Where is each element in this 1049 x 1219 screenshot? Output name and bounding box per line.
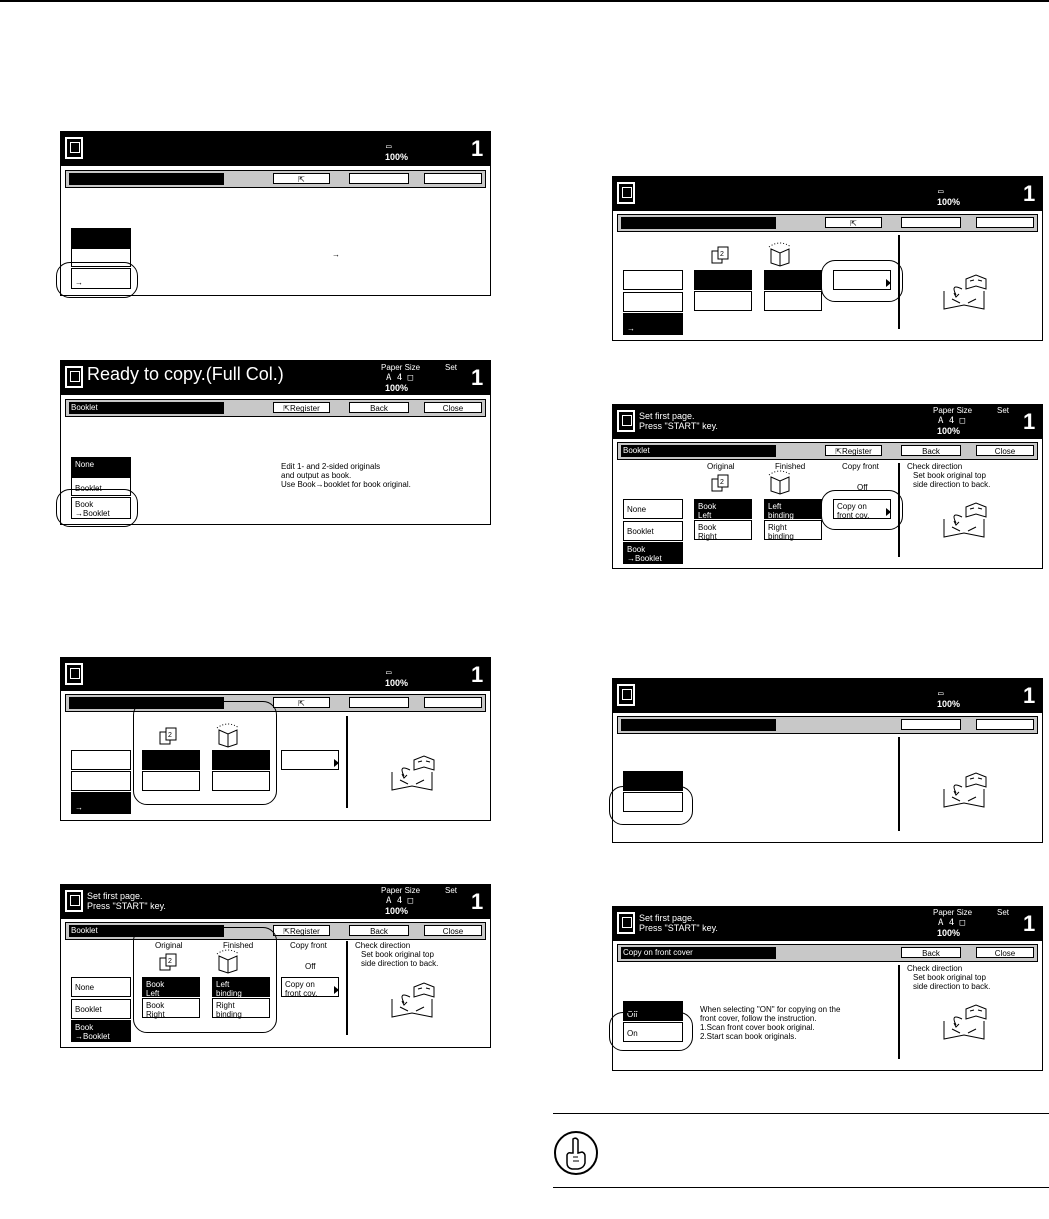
- paper-size-label: Paper Size: [381, 363, 421, 372]
- document-icon: [617, 410, 635, 432]
- check-direction-label: Check direction: [907, 462, 963, 471]
- function-tab-bar: [617, 214, 1038, 232]
- set-label: Set: [997, 406, 1010, 415]
- screen-header: [61, 132, 490, 166]
- zoom-indicator: 100%: [937, 426, 961, 436]
- zoom-indicator: 100%: [385, 906, 409, 916]
- close-button[interactable]: [976, 217, 1034, 228]
- register-button[interactable]: ⇱Register: [273, 925, 330, 936]
- divider: [898, 965, 900, 1059]
- option-none[interactable]: [71, 228, 131, 248]
- original-book-right[interactable]: Book Right: [694, 520, 752, 540]
- copy-on-front-cover-button[interactable]: Copy on front cov.: [833, 499, 891, 519]
- close-button[interactable]: [424, 173, 482, 184]
- close-button[interactable]: [424, 697, 482, 708]
- copy-count: 1: [471, 662, 484, 687]
- highlight-oval: [133, 927, 277, 1033]
- original-icon: [710, 245, 734, 265]
- back-button[interactable]: [901, 217, 961, 228]
- screen-5: [612, 176, 1043, 341]
- document-icon: [617, 182, 635, 204]
- copy-on-front-cover-button[interactable]: Copy on front cov.: [281, 977, 339, 997]
- note-top-rule: [553, 1113, 1049, 1114]
- highlight-oval: [609, 1012, 693, 1051]
- book-direction-icon: [388, 750, 438, 794]
- option-none[interactable]: None: [623, 499, 683, 519]
- function-tab-bar: [617, 716, 1038, 734]
- highlight-oval: [56, 489, 138, 527]
- document-icon: [65, 663, 83, 685]
- close-button[interactable]: Close: [424, 402, 482, 413]
- option-booklet[interactable]: [71, 771, 131, 791]
- page-top-rule: [0, 0, 1049, 2]
- original-book-left[interactable]: Book Left: [694, 499, 752, 519]
- book-direction-icon: [940, 767, 990, 811]
- book-finish-icon: [765, 469, 795, 495]
- screen-header: [613, 679, 1042, 713]
- option-booklet[interactable]: Booklet: [623, 521, 683, 541]
- option-book-to-booklet[interactable]: Book →Booklet: [71, 497, 131, 519]
- finished-left-binding[interactable]: [764, 270, 822, 290]
- column-original-label: Original: [707, 462, 735, 471]
- tab-title: [621, 719, 776, 731]
- paper-size-indicator: A 4 □: [938, 416, 966, 426]
- pointing-hand-icon: [552, 1129, 600, 1177]
- back-button[interactable]: [901, 719, 961, 730]
- tab-title: [69, 173, 224, 185]
- paper-size-label: Paper Size: [933, 908, 973, 917]
- copy-count: 1: [471, 365, 484, 390]
- column-finished-label: Finished: [223, 941, 254, 950]
- document-icon: [617, 684, 635, 706]
- option-booklet[interactable]: Booklet: [71, 477, 131, 496]
- tab-title: Booklet: [69, 402, 224, 414]
- back-button[interactable]: [349, 173, 409, 184]
- option-none[interactable]: None: [71, 457, 131, 477]
- paper-size-indicator: ▭: [386, 668, 392, 678]
- column-original-label: Original: [155, 941, 183, 950]
- header-message: Set first page. Press "START" key.: [87, 891, 166, 911]
- check-direction-label: Check direction: [907, 964, 963, 973]
- svg-text:2: 2: [168, 958, 172, 965]
- document-icon: [65, 366, 83, 388]
- function-tab-bar: [65, 170, 486, 188]
- highlight-oval: [609, 786, 693, 825]
- option-booklet[interactable]: Booklet: [71, 999, 131, 1019]
- option-book-to-booklet[interactable]: →: [623, 313, 683, 335]
- zoom-indicator: 100%: [385, 678, 409, 688]
- option-book-to-booklet[interactable]: →: [71, 792, 131, 814]
- paper-size-indicator: A 4 □: [386, 373, 414, 383]
- paper-size-label: Paper Size: [381, 886, 421, 895]
- check-direction-description: Set book original top side direction to back.: [913, 471, 991, 489]
- original-book-right[interactable]: [694, 291, 752, 311]
- copy-on-front-cover-button[interactable]: [281, 750, 339, 770]
- copy-count: 1: [1023, 911, 1036, 936]
- zoom-indicator: 100%: [385, 383, 409, 393]
- screen-header: [613, 177, 1042, 211]
- column-copy-front-label: Copy front: [290, 941, 327, 950]
- register-button[interactable]: ⇱Register: [273, 402, 330, 413]
- tab-title: Copy on front cover: [621, 947, 776, 959]
- screen-header: [613, 907, 1042, 941]
- paper-size-indicator: ▭: [938, 689, 944, 699]
- option-on[interactable]: On: [623, 1022, 683, 1042]
- check-direction-label: Check direction: [355, 941, 411, 950]
- header-message: Ready to copy.(Full Col.): [87, 364, 284, 384]
- set-label: Set: [445, 886, 458, 895]
- close-button[interactable]: Close: [424, 925, 482, 936]
- original-book-right[interactable]: Book Right: [142, 998, 200, 1018]
- paper-size-indicator: A 4 □: [386, 896, 414, 906]
- zoom-indicator: 100%: [937, 928, 961, 938]
- register-button[interactable]: ⇱: [273, 173, 330, 184]
- divider: [346, 716, 348, 808]
- back-button[interactable]: Back: [901, 445, 961, 456]
- description-text: Edit 1- and 2-sided originals and output as book. Use Book→booklet for book original.: [281, 462, 411, 489]
- note-arrow: →: [332, 250, 340, 259]
- tab-title: Booklet: [69, 925, 224, 937]
- copy-count: 1: [471, 889, 484, 914]
- finished-left-binding[interactable]: Left binding: [764, 499, 822, 519]
- option-off[interactable]: Off: [623, 1001, 683, 1021]
- back-button[interactable]: Back: [349, 925, 409, 936]
- set-label: Set: [445, 363, 458, 372]
- highlight-oval: [56, 262, 138, 298]
- finished-right-binding[interactable]: Right binding: [764, 520, 822, 540]
- finished-right-binding[interactable]: [764, 291, 822, 311]
- screen-header: [61, 361, 490, 395]
- zoom-indicator: 100%: [937, 699, 961, 709]
- copy-count: 1: [1023, 683, 1036, 708]
- set-label: Set: [997, 908, 1010, 917]
- option-book-to-booklet[interactable]: Book →Booklet: [71, 1020, 131, 1042]
- option-booklet[interactable]: [623, 292, 683, 312]
- svg-text:2: 2: [168, 732, 172, 739]
- book-direction-icon: [940, 269, 990, 313]
- screen-header: [613, 405, 1042, 439]
- register-button[interactable]: ⇱: [273, 697, 330, 708]
- back-button[interactable]: Back: [901, 947, 961, 958]
- check-direction-description: Set book original top side direction to back.: [361, 950, 439, 968]
- function-tab-bar: [617, 944, 1038, 962]
- zoom-indicator: 100%: [385, 152, 409, 162]
- header-message: Set first page. Press "START" key.: [639, 913, 718, 933]
- back-button[interactable]: [349, 697, 409, 708]
- tab-title: Booklet: [621, 445, 776, 457]
- option-none[interactable]: [71, 750, 131, 770]
- document-icon: [65, 137, 83, 159]
- close-button[interactable]: Close: [976, 445, 1034, 456]
- note-bottom-rule: [553, 1187, 1049, 1188]
- book-direction-icon: [388, 977, 438, 1021]
- divider: [898, 737, 900, 831]
- chevron-right-icon: [334, 759, 339, 767]
- copy-count: 1: [471, 136, 484, 161]
- copy-count: 1: [1023, 181, 1036, 206]
- original-book-left[interactable]: [694, 270, 752, 290]
- book-direction-icon: [940, 497, 990, 541]
- book-finish-icon: [765, 241, 795, 267]
- option-none[interactable]: [623, 270, 683, 290]
- finished-left-binding[interactable]: Left binding: [212, 977, 270, 997]
- svg-text:2: 2: [720, 251, 724, 258]
- paper-size-indicator: ▭: [938, 187, 944, 197]
- close-button[interactable]: Close: [976, 947, 1034, 958]
- option-book-to-booklet[interactable]: →: [71, 268, 131, 289]
- highlight-oval: [821, 260, 903, 302]
- function-tab-bar: [65, 399, 486, 417]
- screen-header: [61, 658, 490, 691]
- paper-size-label: Paper Size: [933, 406, 973, 415]
- copy-count: 1: [1023, 409, 1036, 434]
- option-book-to-booklet[interactable]: Book →Booklet: [623, 542, 683, 564]
- zoom-indicator: 100%: [937, 197, 961, 207]
- tab-title: [621, 217, 776, 229]
- instruction-text: When selecting "ON" for copying on the front cover, follow the instruction. 1.Scan front cover book original. 2.Start scan book originals.: [700, 1005, 841, 1041]
- close-button[interactable]: [976, 719, 1034, 730]
- original-book-left[interactable]: Book Left: [142, 977, 200, 997]
- header-message: Set first page. Press "START" key.: [639, 411, 718, 431]
- copy-front-value: Off: [857, 483, 868, 492]
- option-none[interactable]: None: [71, 977, 131, 997]
- highlight-oval: [821, 490, 903, 530]
- paper-size-indicator: ▭: [386, 142, 392, 152]
- finished-right-binding[interactable]: Right binding: [212, 998, 270, 1018]
- copy-front-value: Off: [305, 962, 316, 971]
- register-button[interactable]: ⇱: [825, 217, 882, 228]
- function-tab-bar: [617, 442, 1038, 460]
- paper-size-indicator: A 4 □: [938, 918, 966, 928]
- book-direction-icon: [940, 999, 990, 1043]
- chevron-right-icon: [334, 986, 339, 994]
- original-icon: [710, 473, 734, 493]
- divider: [346, 941, 348, 1035]
- column-copy-front-label: Copy front: [842, 462, 879, 471]
- document-icon: [617, 912, 635, 934]
- document-icon: [65, 890, 83, 912]
- back-button[interactable]: Back: [349, 402, 409, 413]
- column-finished-label: Finished: [775, 462, 806, 471]
- highlight-oval: [133, 701, 277, 805]
- screen-header: [61, 885, 490, 919]
- register-button[interactable]: ⇱Register: [825, 445, 882, 456]
- svg-text:2: 2: [720, 479, 724, 486]
- check-direction-description: Set book original top side direction to back.: [913, 973, 991, 991]
- screen-6: [612, 404, 1043, 569]
